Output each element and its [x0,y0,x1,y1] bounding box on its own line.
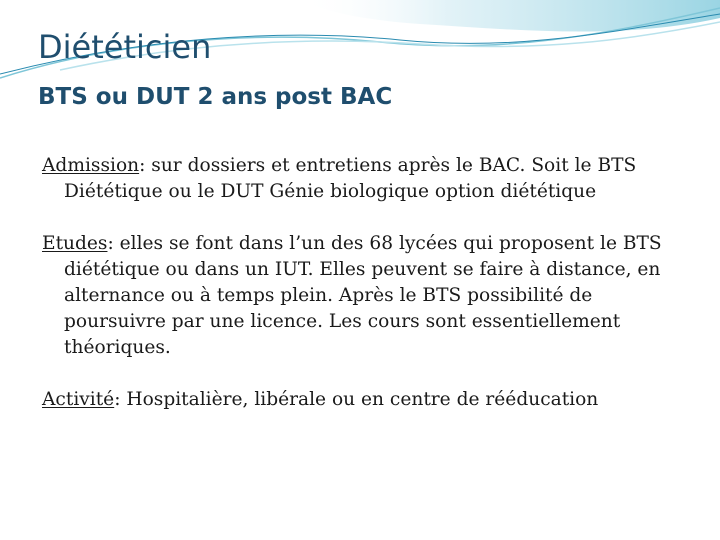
paragraph-label: Admission [42,155,140,176]
slide-title: Diététicien [38,28,212,66]
paragraph-text: : elles se font dans l’un des 68 lycées qui proposent le BTS diététique ou dans un IUT. Elles peuvent se faire à distance, en alternance ou à temps plein. Après le BTS possibilité de poursuivre par une licence. Les cours sont essentiellement théoriques. [64,233,662,358]
paragraph-activite [42,387,682,413]
paragraph-text: : Hospitalière, libérale ou en centre de rééducation [114,389,599,410]
slide-body [42,153,682,413]
paragraph-etudes [42,231,682,361]
paragraph-admission [42,153,682,205]
paragraph-label: Activité [42,389,115,410]
paragraph-text: : sur dossiers et entretiens après le BAC. Soit le BTS Diététique ou le DUT Génie biologique option diététique [64,155,637,202]
slide-subtitle: BTS ou DUT 2 ans post BAC [38,84,393,110]
paragraph-label: Etudes [42,233,108,254]
